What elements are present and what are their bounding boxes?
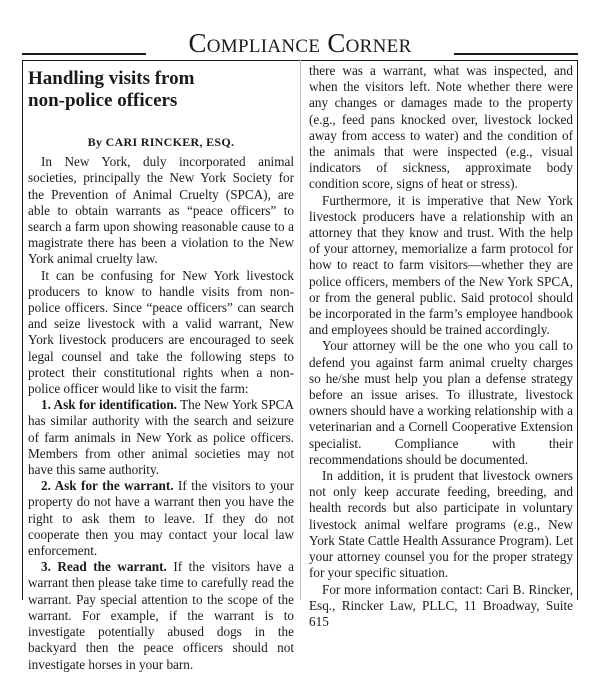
step-1-text: The New York SPCA has similar authority with the search and seizure of farm animals in New York as police officers. Members from other animal societies may not have this same authority. xyxy=(28,397,294,478)
paragraph-defense: Your attorney will be the one who you call to defend you against farm animal cruelty charges so he/she must help you plan a defense strategy before an issue arises. To illustrate, livestock owners should have a working relationship with a veterinarian and a Cornell Cooperative Extension specialist. Compliance with their recommendations should be documented. xyxy=(309,338,573,467)
headline-line-2: non-police officers xyxy=(28,90,178,111)
headline-line-1: Handling visits from xyxy=(28,68,195,89)
article-right-column xyxy=(309,63,573,629)
step-warrant xyxy=(28,478,294,559)
frame-left-border xyxy=(22,60,23,600)
article-byline: By CARI RINCKER, ESQ. xyxy=(87,135,235,149)
step-identification xyxy=(28,397,294,478)
step-2-text: If the visitors to your property do not have a warrant then you have the right to ask them to leave. If they do not cooperate then you may contact your local law enforcement. xyxy=(28,478,294,559)
paragraph-contact: For more information contact: Cari B. Rincker, Esq., Rincker Law, PLLC, 11 Broadway, Suite 615 xyxy=(309,581,573,629)
masthead-rule-left xyxy=(22,53,146,55)
step-3-text: If the visitors have a warrant then please take time to carefully read the warrant. Pay special attention to the scope of the warrant. For example, if the warrant is to investigate potentially abused dogs in the backyard then the peace officers should not investigate horses in your barn. xyxy=(28,559,294,672)
masthead-title: Compliance Corner xyxy=(188,28,412,58)
step-read-warrant xyxy=(28,559,294,672)
step-3-lead: 3. Read the warrant. xyxy=(41,559,167,575)
paragraph-records: In addition, it is prudent that livestock owners not only keep accurate feeding, breeding, and health records but also participate in voluntary livestock animal welfare programs (e.g., New York State Cattle Health Assurance Program). Let your attorney counsel you for the proper strategy for your specific situation. xyxy=(309,468,573,581)
column-divider xyxy=(300,60,301,600)
article-left-column xyxy=(28,60,294,672)
frame-right-border xyxy=(577,60,578,600)
paragraph-continuation: there was a warrant, what was inspected, and when the visitors left. Note whether there were any changes or damages made to the property (e.g., feed pans knocked over, livestock locked away from access to water) and the condition of the animals that were inspected (e.g., visual indicators of sickness, approximate body condition score, signs of heat or stress). xyxy=(309,63,573,192)
paragraph-confusing: It can be confusing for New York livestock producers to know to handle visits from non-police officers. Since “peace officers” can search and seize livestock with a valid warrant, New York livestock producers are encouraged to seek legal counsel and take the following steps to protect their constitutional rights when a non-police officer would like to visit the farm: xyxy=(28,267,294,397)
article-headline xyxy=(28,68,294,112)
step-2-lead: 2. Ask for the warrant. xyxy=(41,478,174,494)
paragraph-attorney: Furthermore, it is imperative that New York livestock producers have a relationship with an attorney that they know and trust. With the help of your attorney, memorialize a farm protocol for how to react to farm visitors—whether they are police officers, members of the New York SPCA, or from the general public. Said protocol should be incorporated in the farm’s employee handbook and employees should be trained accordingly. xyxy=(309,192,573,338)
masthead-rule-right xyxy=(454,53,578,55)
step-1-lead: 1. Ask for identification. xyxy=(41,397,177,413)
paragraph-intro: In New York, duly incorporated animal societies, principally the New York Society for the Prevention of Animal Cruelty (SPCA), are able to obtain warrants as “peace officers” to search a farm upon showing reasonable cause to a magistrate there has been a violation to the New York animal cruelty law. xyxy=(28,154,294,267)
masthead xyxy=(22,24,578,64)
